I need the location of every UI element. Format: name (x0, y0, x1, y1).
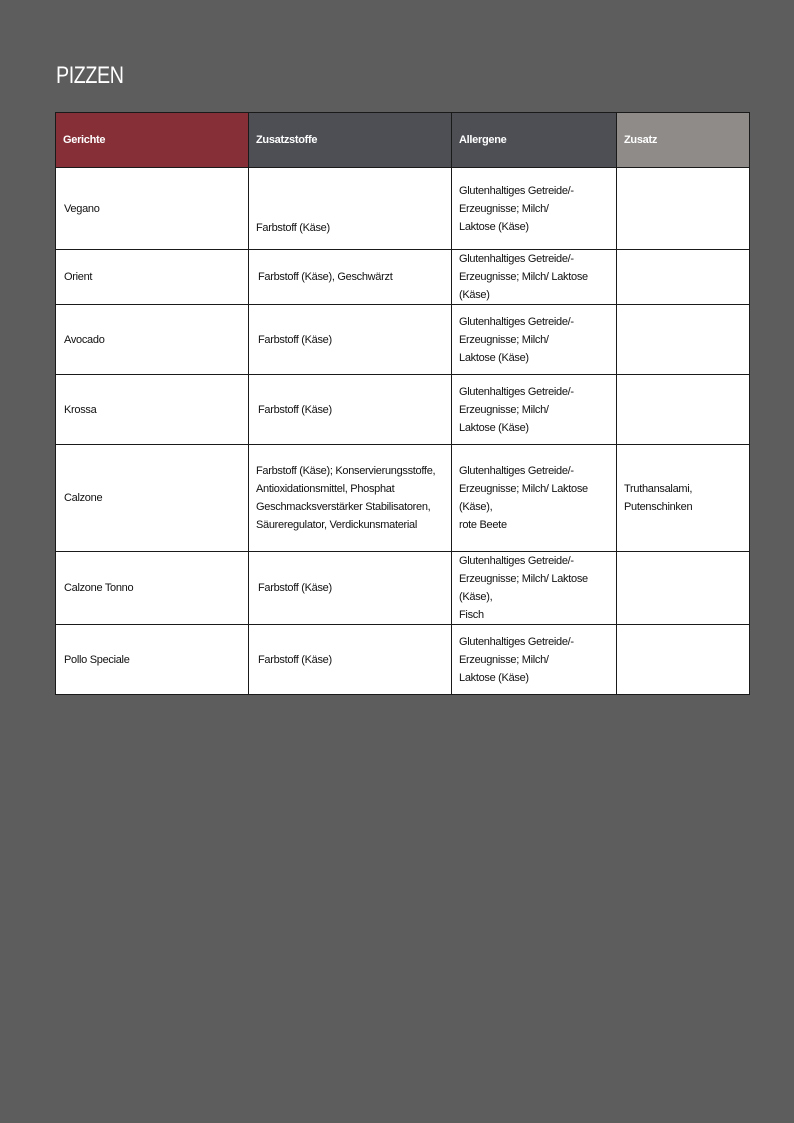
dish-cell: Orient (56, 250, 249, 305)
dish-cell: Krossa (56, 375, 249, 445)
extra-line: Truthansalami, (624, 483, 693, 495)
extra-cell (617, 625, 750, 695)
allergen-line: Glutenhaltiges Getreide/- (459, 385, 574, 398)
allergen-line: Erzeugnisse; Milch/ (459, 653, 549, 666)
table-row (56, 305, 750, 375)
dish-cell: Pollo Speciale (56, 625, 249, 695)
allergens-cell (452, 250, 617, 305)
additives-cell: Farbstoff (Käse) (249, 552, 452, 625)
allergen-line: Erzeugnisse; Milch/ Laktose (Käse) (459, 271, 588, 301)
allergen-line: Erzeugnisse; Milch/ Laktose (Käse), (459, 483, 588, 513)
dish-cell: Avocado (56, 305, 249, 375)
allergen-line: Erzeugnisse; Milch/ (459, 202, 549, 215)
additive-line: Säureregulator, Verdickunsmaterial (256, 519, 418, 531)
allergen-line: Glutenhaltiges Getreide/- (459, 555, 574, 567)
additives-cell: Farbstoff (Käse) (249, 375, 452, 445)
allergen-line: Erzeugnisse; Milch/ (459, 403, 549, 416)
table-row (56, 375, 750, 445)
allergen-line: Glutenhaltiges Getreide/- (459, 315, 574, 328)
table-header-row (56, 113, 750, 168)
allergen-line: rote Beete (459, 519, 507, 531)
extra-cell (617, 168, 750, 250)
allergens-cell (452, 552, 617, 625)
allergen-line: Glutenhaltiges Getreide/- (459, 635, 574, 648)
allergen-line: Laktose (Käse) (459, 351, 529, 364)
dish-cell: Calzone (56, 445, 249, 552)
allergen-line: Erzeugnisse; Milch/ (459, 333, 549, 346)
extra-cell (617, 305, 750, 375)
allergen-line: Fisch (459, 609, 484, 621)
allergen-table (55, 112, 750, 695)
additives-cell (249, 445, 452, 552)
additives-cell: Farbstoff (Käse) (249, 168, 452, 250)
allergen-line: Glutenhaltiges Getreide/- (459, 184, 574, 197)
additives-cell: Farbstoff (Käse), Geschwärzt (249, 250, 452, 305)
allergens-cell (452, 168, 617, 250)
allergens-cell (452, 445, 617, 552)
table-row (56, 552, 750, 625)
allergen-line: Erzeugnisse; Milch/ Laktose (Käse), (459, 573, 588, 603)
table-row (56, 168, 750, 250)
additive-line: Farbstoff (Käse); Konservierungsstoffe, (256, 465, 436, 477)
page-title: PIZZEN (56, 62, 124, 89)
additive-line: Geschmacksverstärker Stabilisatoren, (256, 501, 431, 513)
table-row (56, 625, 750, 695)
additives-cell: Farbstoff (Käse) (249, 305, 452, 375)
extra-cell (617, 445, 750, 552)
extra-cell (617, 552, 750, 625)
extra-cell (617, 375, 750, 445)
extra-cell (617, 250, 750, 305)
allergen-line: Laktose (Käse) (459, 220, 529, 233)
allergen-line: Glutenhaltiges Getreide/- (459, 253, 574, 265)
table-row (56, 250, 750, 305)
dish-cell: Vegano (56, 168, 249, 250)
header-allergens: Allergene (452, 113, 617, 168)
header-extra: Zusatz (617, 113, 750, 168)
dish-cell: Calzone Tonno (56, 552, 249, 625)
allergen-line: Laktose (Käse) (459, 421, 529, 434)
allergens-cell (452, 305, 617, 375)
allergen-line: Laktose (Käse) (459, 671, 529, 684)
additives-cell: Farbstoff (Käse) (249, 625, 452, 695)
additive-line: Antioxidationsmittel, Phosphat (256, 483, 395, 495)
allergens-cell (452, 625, 617, 695)
extra-line: Putenschinken (624, 501, 693, 513)
header-additives: Zusatzstoffe (249, 113, 452, 168)
table-row (56, 445, 750, 552)
allergens-cell (452, 375, 617, 445)
header-dish: Gerichte (56, 113, 249, 168)
allergen-line: Glutenhaltiges Getreide/- (459, 465, 574, 477)
